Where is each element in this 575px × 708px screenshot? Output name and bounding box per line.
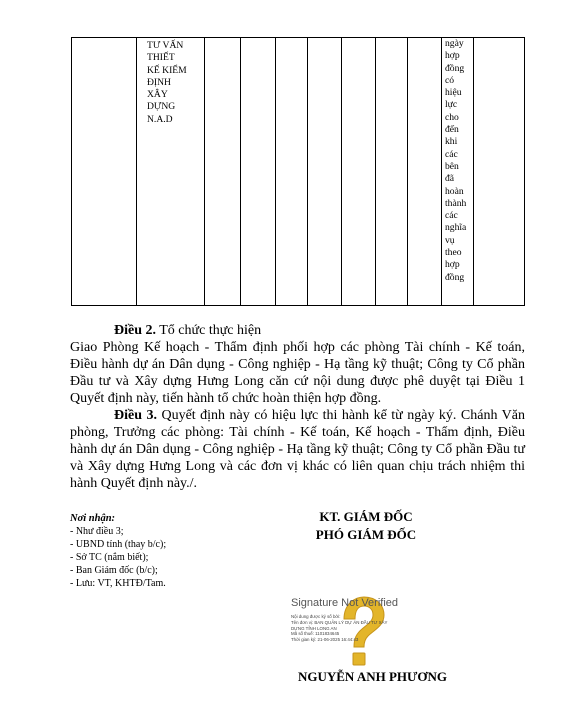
table-cell-index xyxy=(72,38,137,306)
table-cell xyxy=(474,38,525,306)
recipient-item: - Sở TC (nắm biết); xyxy=(70,552,149,563)
article-3-heading: Điều 3. xyxy=(114,408,157,423)
table-cell-note xyxy=(442,38,474,306)
article-2-body: Giao Phòng Kế hoạch - Thẩm định phối hợp các phòng Tài chính - Kế toán, Điều hành dự án Dân dụng - Công nghiệp - Hạ tầng kỹ thuật; Công ty Cổ phần Đầu tư và Xây dựng Hưng Long căn cứ nội dung được phê duyệt tại Điều 1 Quyết định này, tiến hành tổ chức hoàn thiện hợp đồng. xyxy=(70,340,525,406)
article-2-heading: Điều 2. xyxy=(114,323,156,338)
article-2 xyxy=(70,322,525,407)
table-cell xyxy=(308,38,342,306)
table-cell xyxy=(342,38,376,306)
article-3 xyxy=(70,407,525,492)
article-3-body: Quyết định này có hiệu lực thi hành kể từ ngày ký. Chánh Văn phòng, Trưởng các phòng: Tài chính - Kế toán, Kế hoạch - Thẩm định, Điều hành dự án Dân dụng - Công nghiệp - Hạ tầng kỹ thuật; Công ty Cổ phần Đầu tư và Xây dựng Hưng Long và các đơn vị khác có liên quan chịu trách nhiệm thi hành Quyết định này./. xyxy=(70,408,525,491)
stamp-heading: Signature Not Verified xyxy=(291,597,399,609)
table-cell xyxy=(408,38,442,306)
recipients xyxy=(70,512,166,590)
table-cell-unit xyxy=(137,38,205,306)
table-cell xyxy=(276,38,308,306)
unit-name: TƯ VẤN THIẾT KẾ KIỂM ĐỊNH XÂY DỰNG N.A.D xyxy=(147,40,187,125)
stamp-details: Nội dung được ký số bởi: Tên đơn vị: BAN QUẢN LÝ DỰ ÁN ĐẦU TƯ XÂY DỰNG TỈNH LONG AN Mã số thuế: 1101834645 Thời gian ký: 21-06-2025 16:44:43 xyxy=(291,614,388,643)
note-text: ngày hợp đồng có hiệu lực cho đến khi các bên đã hoàn thành các nghĩa vụ theo hợp đồng xyxy=(445,38,467,283)
recipient-item: - Lưu: VT, KHTĐ/Tam. xyxy=(70,578,166,589)
recipient-item: - UBND tỉnh (thay b/c); xyxy=(70,539,167,550)
table-cell xyxy=(241,38,276,306)
signer-name: NGUYỄN ANH PHƯƠNG xyxy=(297,669,448,684)
digital-signature-stamp[interactable] xyxy=(288,593,438,673)
table-cell xyxy=(376,38,408,306)
table-cell xyxy=(205,38,241,306)
recipient-item: - Như điều 3; xyxy=(70,526,124,537)
table-fragment xyxy=(71,37,524,306)
article-2-heading-rest: Tổ chức thực hiện xyxy=(156,323,262,338)
recipient-item: - Ban Giám đốc (b/c); xyxy=(70,565,158,576)
recipients-title: Nơi nhận: xyxy=(70,513,116,524)
signature-title-1: KT. GIÁM ĐỐC xyxy=(319,509,413,524)
signature-title-2: PHÓ GIÁM ĐỐC xyxy=(315,527,417,542)
